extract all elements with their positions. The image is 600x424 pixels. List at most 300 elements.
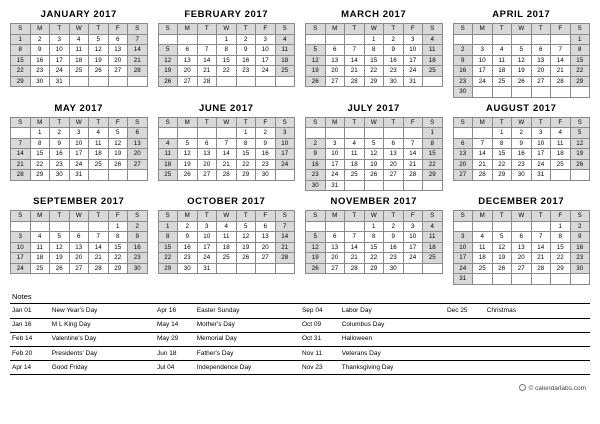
day-cell[interactable]: 16	[384, 55, 404, 66]
day-cell[interactable]: 18	[423, 55, 443, 66]
day-cell[interactable]: 1	[364, 221, 384, 232]
day-cell[interactable]: 20	[178, 66, 198, 77]
day-cell[interactable]: 12	[50, 242, 70, 253]
day-cell[interactable]: 13	[512, 242, 532, 253]
day-cell[interactable]: 16	[512, 149, 532, 160]
day-cell[interactable]: 7	[345, 232, 365, 243]
day-cell[interactable]: 31	[197, 263, 217, 274]
day-cell[interactable]: 12	[178, 149, 198, 160]
day-cell[interactable]: 23	[306, 170, 326, 181]
day-cell[interactable]: 3	[531, 128, 551, 139]
day-cell[interactable]: 1	[551, 221, 571, 232]
day-cell[interactable]: 18	[551, 149, 571, 160]
day-cell[interactable]: 12	[306, 242, 326, 253]
day-cell[interactable]: 25	[345, 170, 365, 181]
day-cell[interactable]: 14	[128, 45, 148, 56]
day-cell[interactable]: 13	[453, 149, 473, 160]
day-cell[interactable]: 28	[551, 76, 571, 87]
day-cell[interactable]: 24	[50, 66, 70, 77]
day-cell[interactable]: 25	[89, 159, 109, 170]
day-cell[interactable]: 19	[108, 149, 128, 160]
day-cell[interactable]: 2	[128, 221, 148, 232]
day-cell[interactable]: 6	[512, 232, 532, 243]
day-cell[interactable]: 1	[30, 128, 50, 139]
day-cell[interactable]: 15	[30, 149, 50, 160]
day-cell[interactable]: 7	[531, 232, 551, 243]
day-cell[interactable]: 30	[178, 263, 198, 274]
day-cell[interactable]: 30	[256, 170, 276, 181]
day-cell[interactable]: 22	[236, 159, 256, 170]
day-cell[interactable]: 29	[570, 76, 590, 87]
day-cell[interactable]: 11	[89, 138, 109, 149]
day-cell[interactable]: 30	[50, 170, 70, 181]
day-cell[interactable]: 11	[69, 45, 89, 56]
day-cell[interactable]: 12	[570, 138, 590, 149]
day-cell[interactable]: 26	[512, 76, 532, 87]
day-cell[interactable]: 10	[11, 242, 31, 253]
day-cell[interactable]: 26	[50, 263, 70, 274]
day-cell[interactable]: 26	[89, 66, 109, 77]
day-cell[interactable]: 20	[128, 149, 148, 160]
day-cell[interactable]: 6	[325, 232, 345, 243]
day-cell[interactable]: 1	[217, 34, 237, 45]
day-cell[interactable]: 27	[178, 76, 198, 87]
day-cell[interactable]: 8	[158, 232, 178, 243]
day-cell[interactable]: 28	[473, 170, 493, 181]
day-cell[interactable]: 3	[256, 34, 276, 45]
day-cell[interactable]: 22	[364, 66, 384, 77]
day-cell[interactable]: 26	[306, 76, 326, 87]
day-cell[interactable]: 18	[275, 55, 295, 66]
day-cell[interactable]: 16	[306, 159, 326, 170]
day-cell[interactable]: 29	[492, 170, 512, 181]
day-cell[interactable]: 19	[89, 55, 109, 66]
day-cell[interactable]: 15	[423, 149, 443, 160]
day-cell[interactable]: 23	[256, 159, 276, 170]
day-cell[interactable]: 22	[423, 159, 443, 170]
day-cell[interactable]: 14	[531, 242, 551, 253]
day-cell[interactable]: 16	[178, 242, 198, 253]
day-cell[interactable]: 10	[473, 55, 493, 66]
day-cell[interactable]: 5	[306, 232, 326, 243]
day-cell[interactable]: 6	[256, 221, 276, 232]
day-cell[interactable]: 7	[473, 138, 493, 149]
day-cell[interactable]: 21	[217, 159, 237, 170]
day-cell[interactable]: 21	[197, 66, 217, 77]
day-cell[interactable]: 14	[275, 232, 295, 243]
day-cell[interactable]: 23	[453, 76, 473, 87]
day-cell[interactable]: 24	[11, 263, 31, 274]
day-cell[interactable]: 13	[325, 242, 345, 253]
day-cell[interactable]: 9	[128, 232, 148, 243]
day-cell[interactable]: 21	[89, 253, 109, 264]
day-cell[interactable]: 8	[423, 138, 443, 149]
day-cell[interactable]: 12	[306, 55, 326, 66]
day-cell[interactable]: 29	[11, 76, 31, 87]
day-cell[interactable]: 4	[551, 128, 571, 139]
day-cell[interactable]: 19	[236, 242, 256, 253]
day-cell[interactable]: 14	[197, 55, 217, 66]
day-cell[interactable]: 11	[473, 242, 493, 253]
day-cell[interactable]: 11	[30, 242, 50, 253]
day-cell[interactable]: 21	[473, 159, 493, 170]
day-cell[interactable]: 24	[256, 66, 276, 77]
day-cell[interactable]: 8	[364, 45, 384, 56]
day-cell[interactable]: 20	[325, 66, 345, 77]
day-cell[interactable]: 9	[512, 138, 532, 149]
day-cell[interactable]: 5	[492, 232, 512, 243]
day-cell[interactable]: 21	[531, 253, 551, 264]
day-cell[interactable]: 13	[197, 149, 217, 160]
day-cell[interactable]: 29	[364, 76, 384, 87]
day-cell[interactable]: 11	[551, 138, 571, 149]
day-cell[interactable]: 4	[30, 232, 50, 243]
day-cell[interactable]: 22	[11, 66, 31, 77]
day-cell[interactable]: 13	[178, 55, 198, 66]
day-cell[interactable]: 4	[89, 128, 109, 139]
day-cell[interactable]: 13	[69, 242, 89, 253]
day-cell[interactable]: 29	[108, 263, 128, 274]
day-cell[interactable]: 16	[384, 242, 404, 253]
day-cell[interactable]: 14	[403, 149, 423, 160]
day-cell[interactable]: 2	[453, 45, 473, 56]
day-cell[interactable]: 15	[551, 242, 571, 253]
day-cell[interactable]: 25	[275, 66, 295, 77]
day-cell[interactable]: 17	[50, 55, 70, 66]
day-cell[interactable]: 9	[50, 138, 70, 149]
day-cell[interactable]: 17	[403, 242, 423, 253]
day-cell[interactable]: 6	[197, 138, 217, 149]
day-cell[interactable]: 30	[306, 180, 326, 191]
day-cell[interactable]: 20	[453, 159, 473, 170]
day-cell[interactable]: 12	[89, 45, 109, 56]
day-cell[interactable]: 14	[473, 149, 493, 160]
day-cell[interactable]: 9	[30, 45, 50, 56]
day-cell[interactable]: 8	[30, 138, 50, 149]
day-cell[interactable]: 17	[325, 159, 345, 170]
day-cell[interactable]: 21	[128, 55, 148, 66]
day-cell[interactable]: 15	[570, 55, 590, 66]
day-cell[interactable]: 10	[403, 232, 423, 243]
day-cell[interactable]: 17	[197, 242, 217, 253]
day-cell[interactable]: 4	[423, 221, 443, 232]
day-cell[interactable]: 10	[69, 138, 89, 149]
day-cell[interactable]: 30	[128, 263, 148, 274]
day-cell[interactable]: 8	[108, 232, 128, 243]
day-cell[interactable]: 12	[492, 242, 512, 253]
day-cell[interactable]: 30	[570, 263, 590, 274]
day-cell[interactable]: 19	[512, 66, 532, 77]
day-cell[interactable]: 23	[178, 253, 198, 264]
day-cell[interactable]: 29	[551, 263, 571, 274]
day-cell[interactable]: 14	[217, 149, 237, 160]
day-cell[interactable]: 18	[158, 159, 178, 170]
day-cell[interactable]: 13	[256, 232, 276, 243]
day-cell[interactable]: 21	[345, 253, 365, 264]
day-cell[interactable]: 16	[30, 55, 50, 66]
day-cell[interactable]: 27	[325, 263, 345, 274]
day-cell[interactable]: 7	[345, 45, 365, 56]
day-cell[interactable]: 19	[50, 253, 70, 264]
day-cell[interactable]: 20	[197, 159, 217, 170]
day-cell[interactable]: 16	[50, 149, 70, 160]
day-cell[interactable]: 25	[30, 263, 50, 274]
day-cell[interactable]: 28	[275, 253, 295, 264]
day-cell[interactable]: 8	[11, 45, 31, 56]
day-cell[interactable]: 28	[531, 263, 551, 274]
day-cell[interactable]: 31	[403, 76, 423, 87]
day-cell[interactable]: 24	[531, 159, 551, 170]
day-cell[interactable]: 15	[236, 149, 256, 160]
day-cell[interactable]: 14	[345, 242, 365, 253]
day-cell[interactable]: 17	[256, 55, 276, 66]
day-cell[interactable]: 5	[364, 138, 384, 149]
day-cell[interactable]: 18	[473, 253, 493, 264]
day-cell[interactable]: 4	[275, 34, 295, 45]
day-cell[interactable]: 22	[30, 159, 50, 170]
day-cell[interactable]: 21	[11, 159, 31, 170]
day-cell[interactable]: 3	[453, 232, 473, 243]
day-cell[interactable]: 3	[325, 138, 345, 149]
day-cell[interactable]: 31	[325, 180, 345, 191]
day-cell[interactable]: 21	[345, 66, 365, 77]
day-cell[interactable]: 25	[423, 66, 443, 77]
day-cell[interactable]: 28	[11, 170, 31, 181]
day-cell[interactable]: 22	[217, 66, 237, 77]
day-cell[interactable]: 26	[178, 170, 198, 181]
day-cell[interactable]: 5	[570, 128, 590, 139]
day-cell[interactable]: 7	[197, 45, 217, 56]
day-cell[interactable]: 17	[11, 253, 31, 264]
day-cell[interactable]: 29	[236, 170, 256, 181]
day-cell[interactable]: 26	[570, 159, 590, 170]
day-cell[interactable]: 22	[108, 253, 128, 264]
day-cell[interactable]: 15	[158, 242, 178, 253]
day-cell[interactable]: 27	[197, 170, 217, 181]
day-cell[interactable]: 17	[531, 149, 551, 160]
day-cell[interactable]: 20	[108, 55, 128, 66]
day-cell[interactable]: 28	[217, 170, 237, 181]
day-cell[interactable]: 23	[512, 159, 532, 170]
day-cell[interactable]: 4	[492, 45, 512, 56]
day-cell[interactable]: 10	[50, 45, 70, 56]
day-cell[interactable]: 16	[128, 242, 148, 253]
day-cell[interactable]: 7	[89, 232, 109, 243]
day-cell[interactable]: 27	[128, 159, 148, 170]
day-cell[interactable]: 5	[89, 34, 109, 45]
day-cell[interactable]: 3	[473, 45, 493, 56]
day-cell[interactable]: 8	[364, 232, 384, 243]
day-cell[interactable]: 29	[423, 170, 443, 181]
day-cell[interactable]: 6	[325, 45, 345, 56]
day-cell[interactable]: 3	[403, 221, 423, 232]
day-cell[interactable]: 24	[473, 76, 493, 87]
day-cell[interactable]: 31	[50, 76, 70, 87]
day-cell[interactable]: 13	[384, 149, 404, 160]
day-cell[interactable]: 19	[492, 253, 512, 264]
day-cell[interactable]: 5	[158, 45, 178, 56]
day-cell[interactable]: 10	[403, 45, 423, 56]
day-cell[interactable]: 6	[108, 34, 128, 45]
day-cell[interactable]: 1	[492, 128, 512, 139]
day-cell[interactable]: 20	[69, 253, 89, 264]
day-cell[interactable]: 7	[217, 138, 237, 149]
day-cell[interactable]: 2	[256, 128, 276, 139]
day-cell[interactable]: 31	[453, 274, 473, 285]
day-cell[interactable]: 5	[178, 138, 198, 149]
day-cell[interactable]: 25	[69, 66, 89, 77]
day-cell[interactable]: 20	[256, 242, 276, 253]
day-cell[interactable]: 22	[158, 253, 178, 264]
day-cell[interactable]: 27	[531, 76, 551, 87]
day-cell[interactable]: 11	[275, 45, 295, 56]
day-cell[interactable]: 27	[69, 263, 89, 274]
day-cell[interactable]: 4	[217, 221, 237, 232]
day-cell[interactable]: 8	[551, 232, 571, 243]
day-cell[interactable]: 6	[531, 45, 551, 56]
day-cell[interactable]: 13	[325, 55, 345, 66]
day-cell[interactable]: 11	[217, 232, 237, 243]
day-cell[interactable]: 1	[158, 221, 178, 232]
day-cell[interactable]: 4	[69, 34, 89, 45]
day-cell[interactable]: 27	[256, 253, 276, 264]
day-cell[interactable]: 8	[570, 45, 590, 56]
day-cell[interactable]: 1	[423, 128, 443, 139]
day-cell[interactable]: 26	[236, 253, 256, 264]
day-cell[interactable]: 24	[453, 263, 473, 274]
day-cell[interactable]: 28	[403, 170, 423, 181]
day-cell[interactable]: 17	[473, 66, 493, 77]
day-cell[interactable]: 18	[217, 242, 237, 253]
day-cell[interactable]: 26	[158, 76, 178, 87]
day-cell[interactable]: 28	[197, 76, 217, 87]
day-cell[interactable]: 19	[178, 159, 198, 170]
day-cell[interactable]: 24	[275, 159, 295, 170]
day-cell[interactable]: 17	[453, 253, 473, 264]
day-cell[interactable]: 6	[128, 128, 148, 139]
day-cell[interactable]: 3	[197, 221, 217, 232]
day-cell[interactable]: 5	[236, 221, 256, 232]
day-cell[interactable]: 24	[403, 66, 423, 77]
day-cell[interactable]: 30	[30, 76, 50, 87]
day-cell[interactable]: 19	[306, 66, 326, 77]
day-cell[interactable]: 23	[236, 66, 256, 77]
day-cell[interactable]: 9	[256, 138, 276, 149]
day-cell[interactable]: 30	[384, 76, 404, 87]
day-cell[interactable]: 21	[551, 66, 571, 77]
day-cell[interactable]: 24	[325, 170, 345, 181]
day-cell[interactable]: 1	[236, 128, 256, 139]
day-cell[interactable]: 16	[570, 242, 590, 253]
day-cell[interactable]: 23	[384, 253, 404, 264]
day-cell[interactable]: 25	[423, 253, 443, 264]
day-cell[interactable]: 4	[473, 232, 493, 243]
day-cell[interactable]: 28	[128, 66, 148, 77]
day-cell[interactable]: 18	[30, 253, 50, 264]
day-cell[interactable]: 15	[492, 149, 512, 160]
day-cell[interactable]: 18	[492, 66, 512, 77]
day-cell[interactable]: 9	[178, 232, 198, 243]
day-cell[interactable]: 19	[306, 253, 326, 264]
day-cell[interactable]: 12	[364, 149, 384, 160]
day-cell[interactable]: 6	[178, 45, 198, 56]
day-cell[interactable]: 23	[50, 159, 70, 170]
day-cell[interactable]: 24	[69, 159, 89, 170]
day-cell[interactable]: 15	[217, 55, 237, 66]
day-cell[interactable]: 24	[403, 253, 423, 264]
day-cell[interactable]: 18	[423, 242, 443, 253]
day-cell[interactable]: 29	[30, 170, 50, 181]
day-cell[interactable]: 12	[236, 232, 256, 243]
day-cell[interactable]: 20	[531, 66, 551, 77]
day-cell[interactable]: 22	[570, 66, 590, 77]
day-cell[interactable]: 22	[492, 159, 512, 170]
day-cell[interactable]: 22	[364, 253, 384, 264]
day-cell[interactable]: 11	[423, 45, 443, 56]
day-cell[interactable]: 25	[551, 159, 571, 170]
day-cell[interactable]: 5	[306, 45, 326, 56]
day-cell[interactable]: 14	[345, 55, 365, 66]
day-cell[interactable]: 3	[275, 128, 295, 139]
day-cell[interactable]: 20	[325, 253, 345, 264]
day-cell[interactable]: 5	[50, 232, 70, 243]
day-cell[interactable]: 11	[345, 149, 365, 160]
day-cell[interactable]: 12	[512, 55, 532, 66]
day-cell[interactable]: 11	[492, 55, 512, 66]
day-cell[interactable]: 4	[423, 34, 443, 45]
day-cell[interactable]: 26	[364, 170, 384, 181]
day-cell[interactable]: 17	[275, 149, 295, 160]
day-cell[interactable]: 30	[512, 170, 532, 181]
day-cell[interactable]: 21	[275, 242, 295, 253]
day-cell[interactable]: 2	[178, 221, 198, 232]
day-cell[interactable]: 20	[384, 159, 404, 170]
day-cell[interactable]: 10	[531, 138, 551, 149]
day-cell[interactable]: 3	[403, 34, 423, 45]
day-cell[interactable]: 2	[50, 128, 70, 139]
day-cell[interactable]: 25	[217, 253, 237, 264]
day-cell[interactable]: 9	[384, 45, 404, 56]
day-cell[interactable]: 19	[364, 159, 384, 170]
day-cell[interactable]: 26	[492, 263, 512, 274]
day-cell[interactable]: 18	[69, 55, 89, 66]
day-cell[interactable]: 31	[531, 170, 551, 181]
day-cell[interactable]: 9	[453, 55, 473, 66]
day-cell[interactable]: 10	[453, 242, 473, 253]
day-cell[interactable]: 13	[108, 45, 128, 56]
day-cell[interactable]: 9	[384, 232, 404, 243]
day-cell[interactable]: 1	[570, 34, 590, 45]
day-cell[interactable]: 3	[69, 128, 89, 139]
day-cell[interactable]: 8	[236, 138, 256, 149]
day-cell[interactable]: 14	[11, 149, 31, 160]
day-cell[interactable]: 29	[158, 263, 178, 274]
day-cell[interactable]: 10	[325, 149, 345, 160]
day-cell[interactable]: 14	[551, 55, 571, 66]
day-cell[interactable]: 11	[423, 232, 443, 243]
day-cell[interactable]: 3	[11, 232, 31, 243]
day-cell[interactable]: 2	[384, 221, 404, 232]
day-cell[interactable]: 17	[403, 55, 423, 66]
day-cell[interactable]: 7	[128, 34, 148, 45]
day-cell[interactable]: 5	[108, 128, 128, 139]
day-cell[interactable]: 16	[236, 55, 256, 66]
day-cell[interactable]: 2	[570, 221, 590, 232]
day-cell[interactable]: 13	[128, 138, 148, 149]
day-cell[interactable]: 2	[512, 128, 532, 139]
day-cell[interactable]: 9	[570, 232, 590, 243]
day-cell[interactable]: 12	[158, 55, 178, 66]
